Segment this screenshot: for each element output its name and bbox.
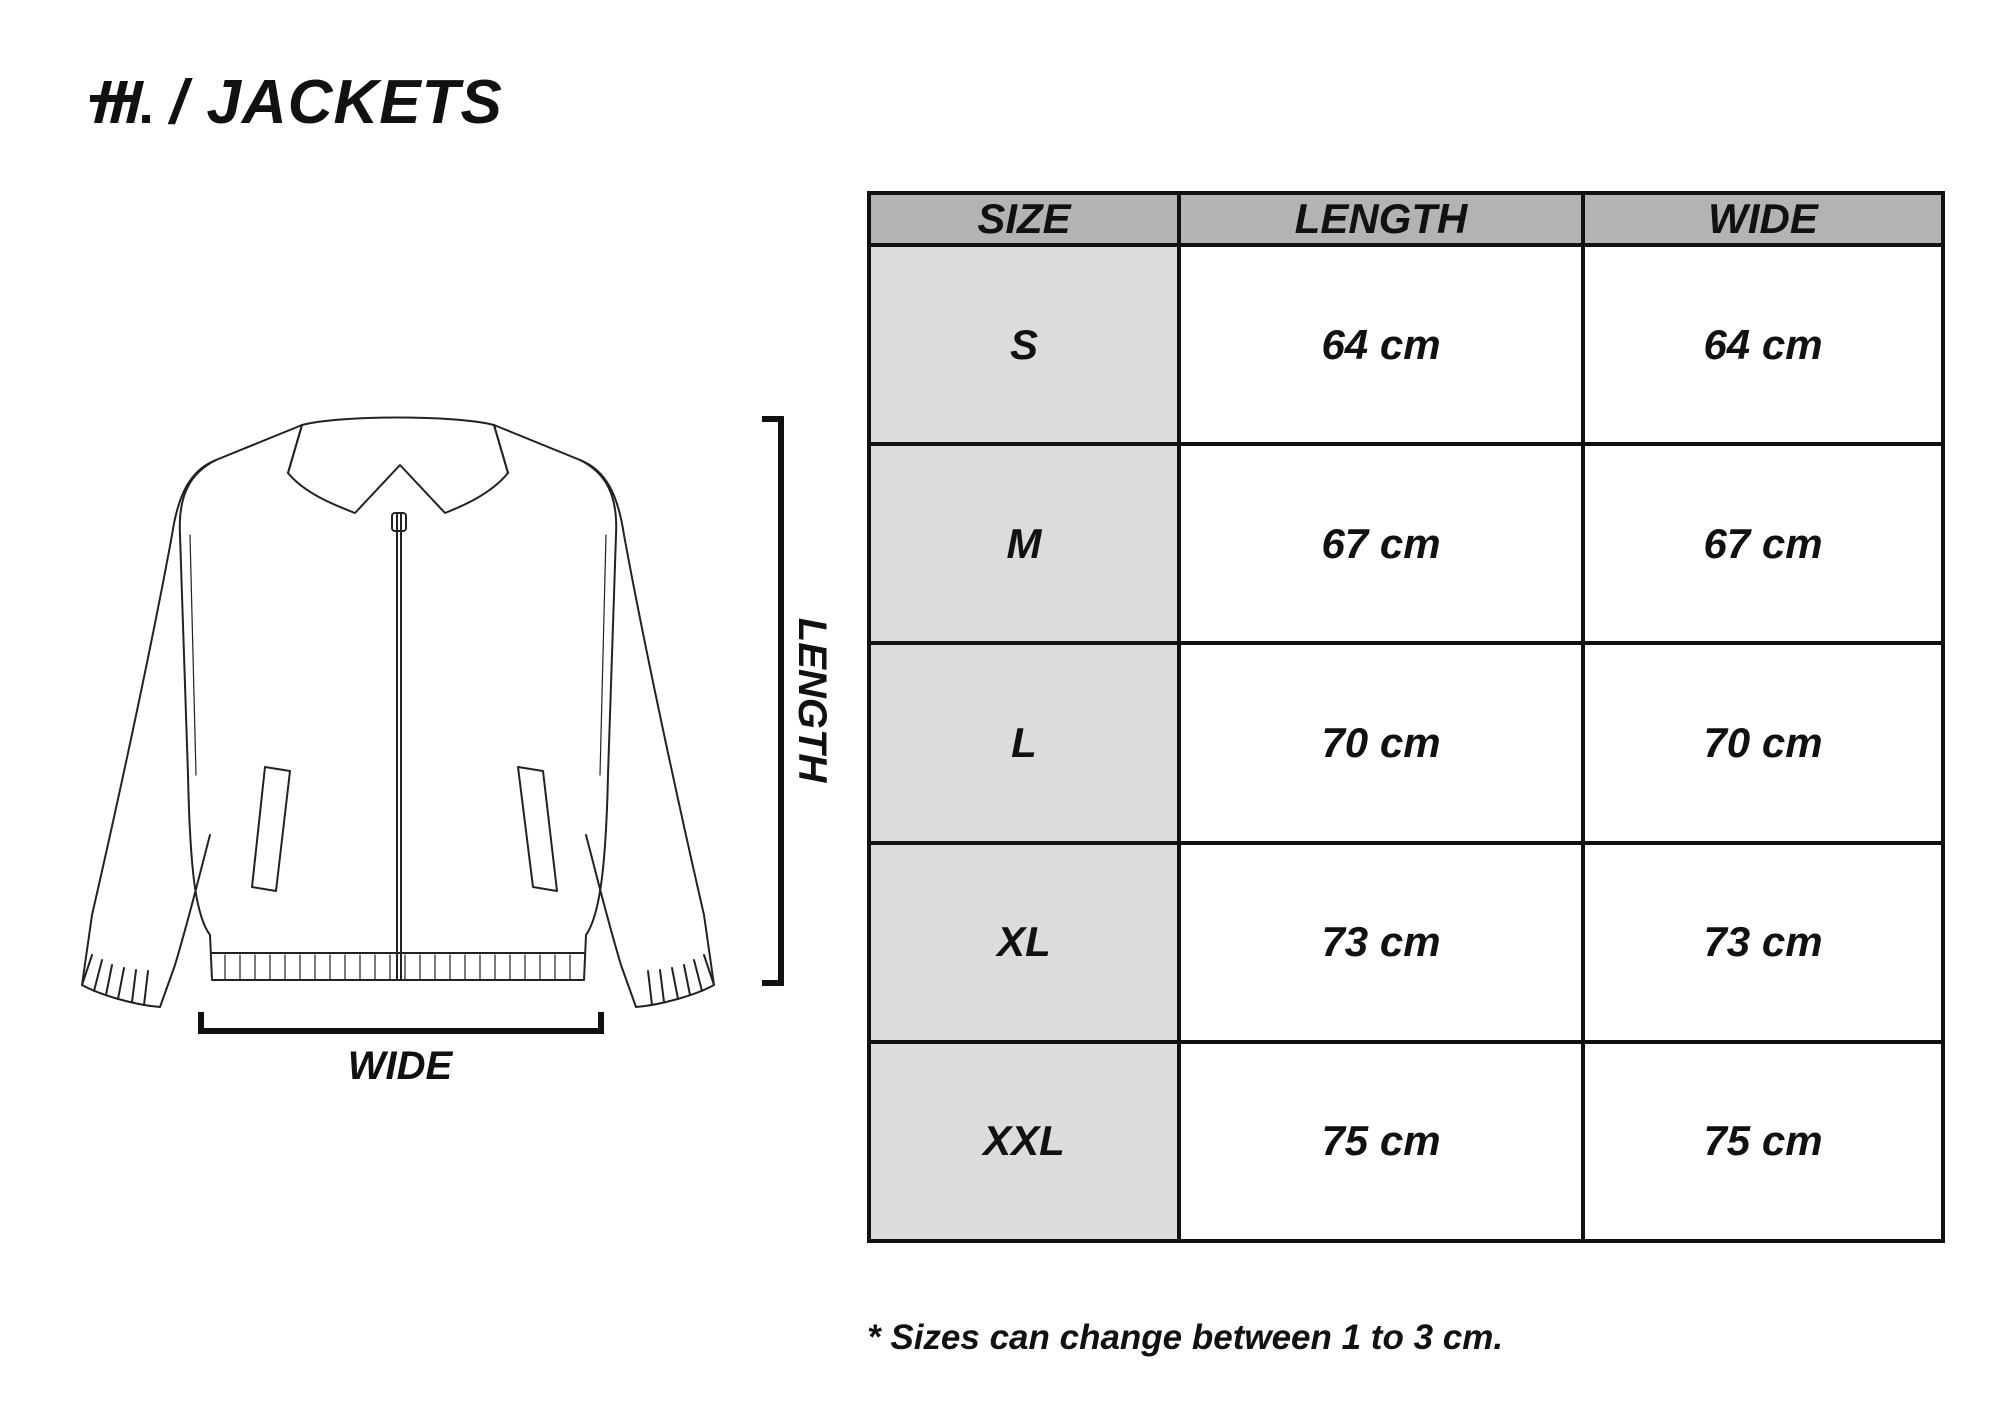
page-title-text: / JACKETS <box>170 68 503 137</box>
table-row <box>869 444 1943 643</box>
length-cell: 67 cm <box>1179 444 1583 643</box>
brand-logo-icon <box>90 77 152 127</box>
length-label: LENGTH <box>790 617 834 783</box>
length-cell: 73 cm <box>1179 843 1583 1042</box>
length-bracket <box>760 416 786 986</box>
size-cell: XXL <box>869 1042 1179 1241</box>
wide-cell: 73 cm <box>1583 843 1943 1042</box>
size-cell: M <box>869 444 1179 643</box>
size-cell: XL <box>869 843 1179 1042</box>
table-row <box>869 643 1943 842</box>
wide-label: WIDE <box>347 1044 453 1088</box>
table-row <box>869 245 1943 444</box>
length-cell: 70 cm <box>1179 643 1583 842</box>
jacket-illustration <box>40 395 760 1035</box>
wide-cell: 70 cm <box>1583 643 1943 842</box>
wide-bracket <box>198 1010 604 1036</box>
table-row <box>869 843 1943 1042</box>
size-chart-table <box>867 191 1945 1243</box>
wide-cell: 67 cm <box>1583 444 1943 643</box>
length-cell: 75 cm <box>1179 1042 1583 1241</box>
size-variance-note: * Sizes can change between 1 to 3 cm. <box>867 1318 1504 1357</box>
page-title <box>90 68 503 137</box>
size-cell: L <box>869 643 1179 842</box>
column-header-wide: WIDE <box>1583 193 1943 245</box>
table-header-row <box>869 193 1943 245</box>
length-cell: 64 cm <box>1179 245 1583 444</box>
column-header-length: LENGTH <box>1179 193 1583 245</box>
wide-cell: 64 cm <box>1583 245 1943 444</box>
column-header-size: SIZE <box>869 193 1179 245</box>
size-cell: S <box>869 245 1179 444</box>
wide-cell: 75 cm <box>1583 1042 1943 1241</box>
table-row <box>869 1042 1943 1241</box>
